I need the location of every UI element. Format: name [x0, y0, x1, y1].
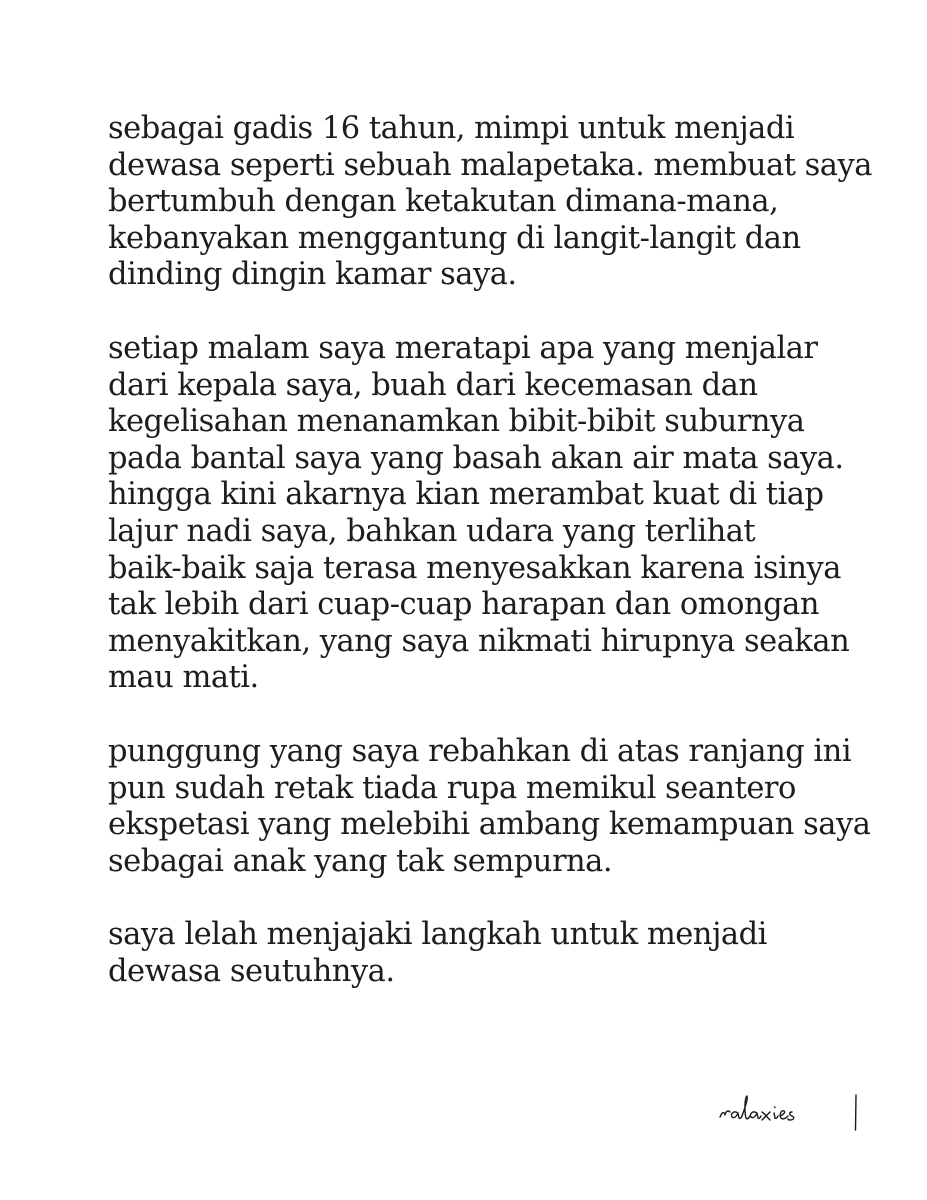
poem-line: bertumbuh dengan ketakutan dimana-mana,: [108, 184, 779, 220]
poem-body: [108, 111, 888, 990]
poem-line: baik-baik saja terasa menyesakkan karena isinya: [108, 550, 841, 586]
poem-line: pada bantal saya yang basah akan air mata saya.: [108, 440, 844, 476]
poem-line: ekspetasi yang melebihi ambang kemampuan saya: [108, 807, 871, 843]
stanza-1: [108, 111, 888, 294]
poem-line: dari kepala saya, buah dari kecemasan dan: [108, 367, 758, 403]
poem-line: sebagai gadis 16 tahun, mimpi untuk menjadi: [108, 111, 795, 146]
poem-line: kebanyakan menggantung di langit-langit dan: [108, 220, 801, 256]
poem-line: sebagai anak yang tak sempurna.: [108, 843, 613, 879]
poem-line: saya lelah menjajaki langkah untuk menjadi: [108, 917, 767, 953]
poem-line: mau mati.: [108, 660, 259, 696]
poem-line: dinding dingin kamar saya.: [108, 257, 517, 293]
poem-line: dewasa seutuhnya.: [108, 953, 395, 989]
poem-line: dewasa seperti sebuah malapetaka. membuat saya: [108, 147, 872, 183]
stanza-3: [108, 734, 888, 880]
signature: [716, 1088, 866, 1138]
poem-line: punggung yang saya rebahkan di atas ranjang ini: [108, 733, 852, 769]
stanza-2: [108, 331, 888, 697]
poem-line: tak lebih dari cuap-cuap harapan dan omongan: [108, 587, 819, 623]
poem-line: kegelisahan menanamkan bibit-bibit suburnya: [108, 404, 805, 440]
poem-line: setiap malam saya meratapi apa yang menjalar: [108, 330, 818, 366]
poem-line: menyakitkan, yang saya nikmati hirupnya seakan: [108, 623, 850, 659]
poem-line: lajur nadi saya, bahkan udara yang terlihat: [108, 513, 756, 549]
stanza-4: [108, 917, 888, 990]
poem-line: pun sudah retak tiada rupa memikul seantero: [108, 770, 796, 806]
signature-handwriting: [716, 1088, 866, 1138]
poem-line: hingga kini akarnya kian merambat kuat di tiap: [108, 477, 824, 513]
